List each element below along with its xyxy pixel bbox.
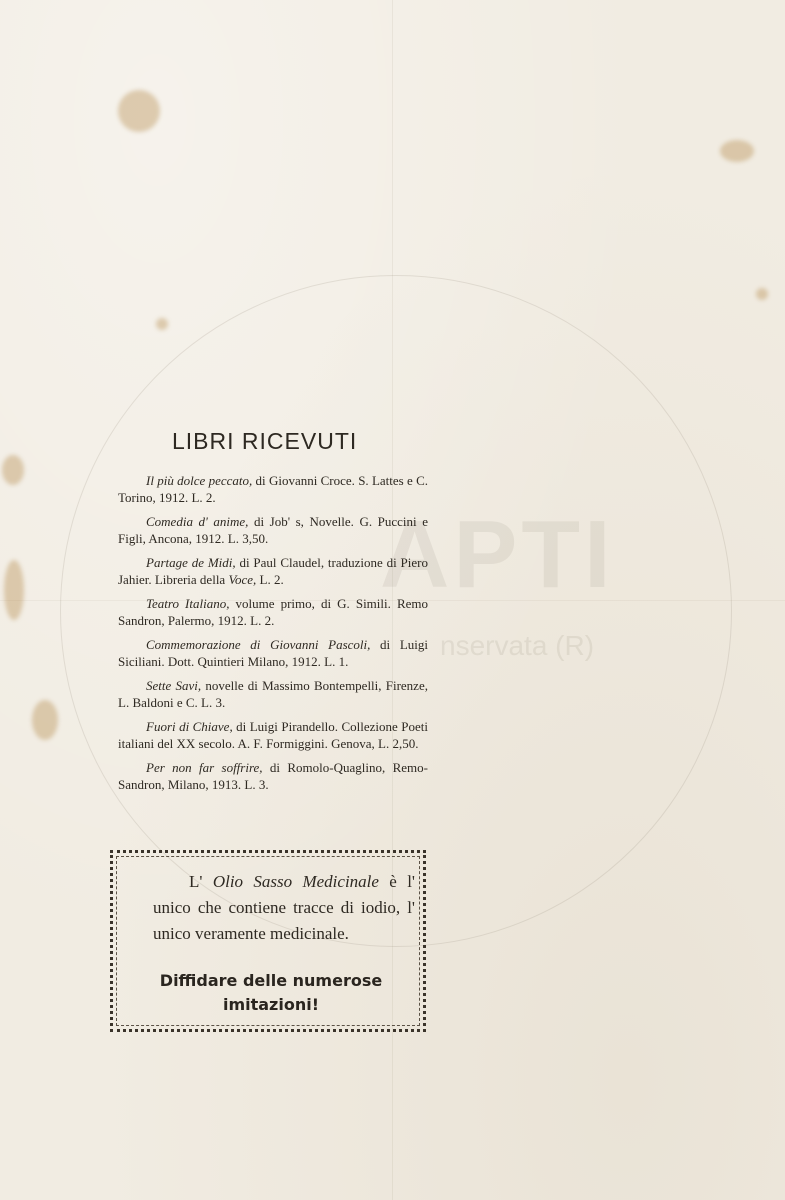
book-entry — [118, 554, 428, 588]
foxing-stain — [756, 288, 768, 300]
books-list — [118, 472, 428, 800]
book-details: volume primo, di G. Simili. Remo Sandron, Palermo, 1912. L. 2. — [118, 596, 428, 628]
watermark-text: nservata (R) — [440, 630, 595, 661]
book-title: Teatro Italiano, — [146, 596, 230, 611]
book-entry — [118, 472, 428, 506]
book-entry — [118, 759, 428, 793]
book-details: L. 2. — [256, 572, 284, 587]
ad-warning: Diffidare delle numerose imitazioni! — [159, 971, 383, 1014]
ad-lead: L' — [189, 872, 213, 891]
book-title: Commemorazione di Giovanni Pascoli, — [146, 637, 371, 652]
book-title: Sette Savi, — [146, 678, 202, 693]
book-publisher-italic: Voce, — [228, 572, 257, 587]
book-title: Comedia d' anime, — [146, 514, 249, 529]
book-details: novelle di Massimo Bontempelli, Firenze, L. Baldoni e C. L. 3. — [118, 678, 428, 710]
book-details: di Luigi Siciliani. Dott. Quintieri Milano, 1912. L. 1. — [118, 637, 429, 669]
book-entry — [118, 595, 428, 629]
foxing-stain — [156, 318, 168, 330]
book-entry — [118, 513, 428, 547]
book-entry — [118, 677, 428, 711]
foxing-stain — [118, 90, 160, 132]
ad-body — [153, 869, 415, 947]
book-title: Partage de Midi, — [146, 555, 236, 570]
watermark-logo: APTI — [380, 501, 615, 608]
book-details: di Paul Claudel, traduzione di Piero Jahier. Libreria della — [118, 555, 428, 587]
book-entry — [118, 636, 428, 670]
book-title: Fuori di Chiave, — [146, 719, 233, 734]
advertisement-box — [110, 850, 426, 1032]
book-entry — [118, 718, 428, 752]
ad-brand: Olio Sasso Medicinale — [212, 872, 379, 891]
book-title: Il più dolce peccato, — [146, 473, 253, 488]
book-title: Per non far soffrire, — [146, 760, 263, 775]
book-details: di Job' s, Novelle. G. Puccini e Figli, Ancona, 1912. L. 3,50. — [118, 514, 428, 546]
book-details: di Giovanni Croce. S. Lattes e C. Torino, 1912. L. 2. — [118, 473, 428, 505]
book-details: di Romolo-Quaglino, Remo-Sandron, Milano, 1913. L. 3. — [118, 760, 428, 792]
ad-claim: è l' unico che contiene tracce di iodio, l' unico veramente medicinale. — [153, 872, 415, 943]
foxing-stain — [720, 140, 754, 162]
foxing-stain — [32, 700, 58, 740]
section-heading: LIBRI RICEVUTI — [172, 428, 358, 454]
foxing-stain — [4, 560, 24, 620]
book-details: di Luigi Pirandello. Collezione Poeti italiani del XX secolo. A. F. Formiggini. Genova, L. 2,50. — [118, 719, 428, 751]
foxing-stain — [2, 455, 24, 485]
